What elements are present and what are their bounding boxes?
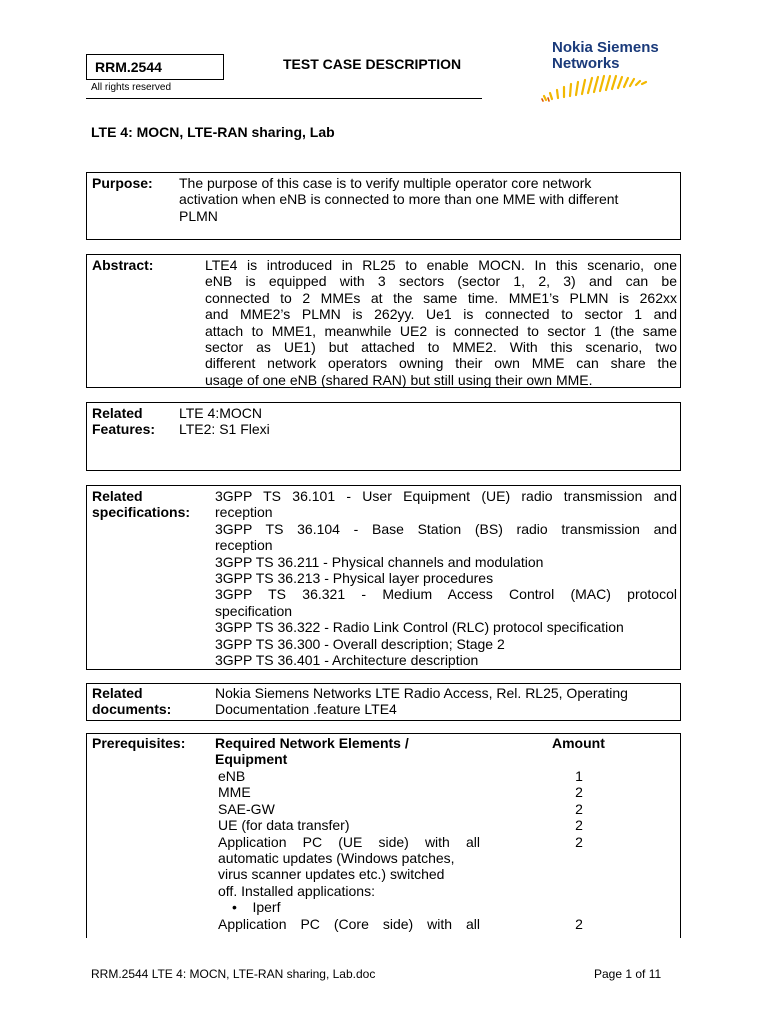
abstract-line: sector as UE1) but attached to MME2. With this scenario, two: [205, 339, 677, 356]
related-features-label: [92, 405, 155, 438]
doc-line: Nokia Siemens Networks LTE Radio Access, Rel. RL25, Operating: [215, 685, 628, 701]
logo-line-2: Networks: [552, 55, 620, 72]
abstract-line: connected to 2 MMEs at the same time. MME1’s PLMN is 262xx: [205, 289, 677, 306]
spec-line: reception: [215, 504, 273, 521]
prereq-item: Application PC (UE side) with all: [218, 833, 480, 850]
rights-notice: All rights reserved: [91, 82, 172, 93]
spec-line: 3GPP TS 36.321 - Medium Access Control (MAC) protocol: [215, 586, 677, 603]
related-features-list: [179, 405, 270, 438]
related-docs-list: [215, 685, 628, 718]
spec-line: 3GPP TS 36.101 - User Equipment (UE) radio transmission and: [215, 488, 677, 504]
purpose-line: PLMN: [179, 207, 218, 224]
header-line: Equipment: [215, 751, 288, 768]
prereq-bullet-item: [218, 899, 480, 915]
prereq-amount: 2: [575, 800, 583, 817]
header-divider: [86, 98, 482, 99]
prereq-col-header-amount: Amount: [552, 735, 605, 751]
abstract-line: attach to MME1, meanwhile UE2 is connected to sector 1 (the same: [205, 322, 677, 339]
purpose-text: [179, 175, 618, 224]
document-heading: LTE 4: MOCN, LTE-RAN sharing, Lab: [91, 124, 335, 140]
purpose-line: activation when eNB is connected to more than one MME with different: [179, 191, 619, 208]
feature-item: LTE2: S1 Flexi: [179, 421, 270, 438]
label-line: Related: [92, 488, 143, 504]
spec-line: reception: [215, 537, 273, 554]
abstract-line: different network operators owning their own MME can share the: [205, 355, 677, 372]
spec-line: 3GPP TS 36.300 - Overall description; Stage 2: [215, 635, 505, 652]
bullet-text: Iperf: [252, 899, 281, 916]
purpose-box: [86, 172, 681, 240]
abstract-line: usage of one eNB (shared RAN) but still using their own MME.: [205, 371, 593, 388]
prereq-amount-col: [549, 768, 609, 932]
spec-line: 3GPP TS 36.213 - Physical layer procedures: [215, 570, 494, 587]
spec-line: 3GPP TS 36.322 - Radio Link Control (RLC) protocol specification: [215, 619, 624, 636]
spec-line: 3GPP TS 36.401 - Architecture description: [215, 652, 479, 669]
related-features-box: [86, 402, 681, 471]
abstract-label: Abstract:: [92, 257, 154, 273]
prereq-item-cont: off. Installed applications:: [218, 882, 375, 899]
prereq-item: UE (for data transfer): [218, 817, 350, 834]
prereq-item: eNB: [218, 768, 246, 784]
prereq-item: Application PC (Core side) with all: [218, 915, 480, 932]
spec-line: specification: [215, 602, 293, 619]
abstract-line: and MME2’s PLMN is 262yy. Ue1 is connected to sector 1 and: [205, 306, 677, 323]
prereq-amount: 2: [575, 817, 583, 834]
abstract-box: [86, 254, 681, 388]
label-line: Related: [92, 405, 143, 421]
prereq-amount: 2: [575, 784, 583, 801]
logo-line-1: Nokia Siemens: [552, 39, 659, 56]
spec-line: 3GPP TS 36.104 - Base Station (BS) radio transmission and: [215, 520, 677, 537]
prereq-item: SAE-GW: [218, 800, 275, 817]
prerequisites-label: Prerequisites:: [92, 735, 186, 751]
related-specs-label: [92, 488, 190, 521]
label-line: Related: [92, 685, 143, 701]
prereq-amount: 1: [575, 768, 583, 784]
label-line: Features:: [92, 421, 156, 438]
doc-line: Documentation .feature LTE4: [215, 701, 397, 718]
footer-filename: RRM.2544 LTE 4: MOCN, LTE-RAN sharing, Lab.doc: [91, 967, 376, 981]
label-line: documents:: [92, 701, 172, 718]
prereq-item: MME: [218, 784, 251, 801]
related-specs-list: [215, 488, 677, 668]
abstract-line: eNB is equipped with 3 sectors (sector 1, 2, 3) and can be: [205, 273, 677, 290]
prereq-name-col: [218, 768, 480, 932]
footer-page-number: Page 1 of 11: [594, 967, 662, 981]
abstract-text: [205, 257, 677, 388]
prereq-amount: 2: [575, 915, 583, 932]
logo-text: [552, 40, 659, 72]
logo-rays-icon: [540, 74, 670, 102]
document-id: RRM.2544: [86, 54, 224, 80]
company-logo: [540, 40, 670, 104]
related-docs-box: [86, 683, 681, 721]
abstract-line: LTE4 is introduced in RL25 to enable MOCN. In this scenario, one: [205, 257, 677, 273]
label-line: specifications:: [92, 504, 191, 521]
feature-item: LTE 4:MOCN: [179, 405, 262, 421]
prereq-amount: 2: [575, 833, 583, 850]
header-title: TEST CASE DESCRIPTION: [283, 56, 462, 72]
prerequisites-box: [86, 733, 681, 938]
bullet-icon: •: [232, 899, 237, 916]
header-line: Required Network Elements /: [215, 735, 409, 751]
prereq-item-cont: automatic updates (Windows patches,: [218, 850, 455, 867]
related-docs-label: [92, 685, 171, 718]
related-specs-box: [86, 485, 681, 670]
spec-line: 3GPP TS 36.211 - Physical channels and modulation: [215, 553, 544, 570]
prereq-item-cont: virus scanner updates etc.) switched: [218, 866, 445, 883]
purpose-label: Purpose:: [92, 175, 153, 191]
purpose-line: The purpose of this case is to verify multiple operator core network: [179, 175, 592, 191]
prereq-col-header-equipment: [215, 735, 409, 768]
